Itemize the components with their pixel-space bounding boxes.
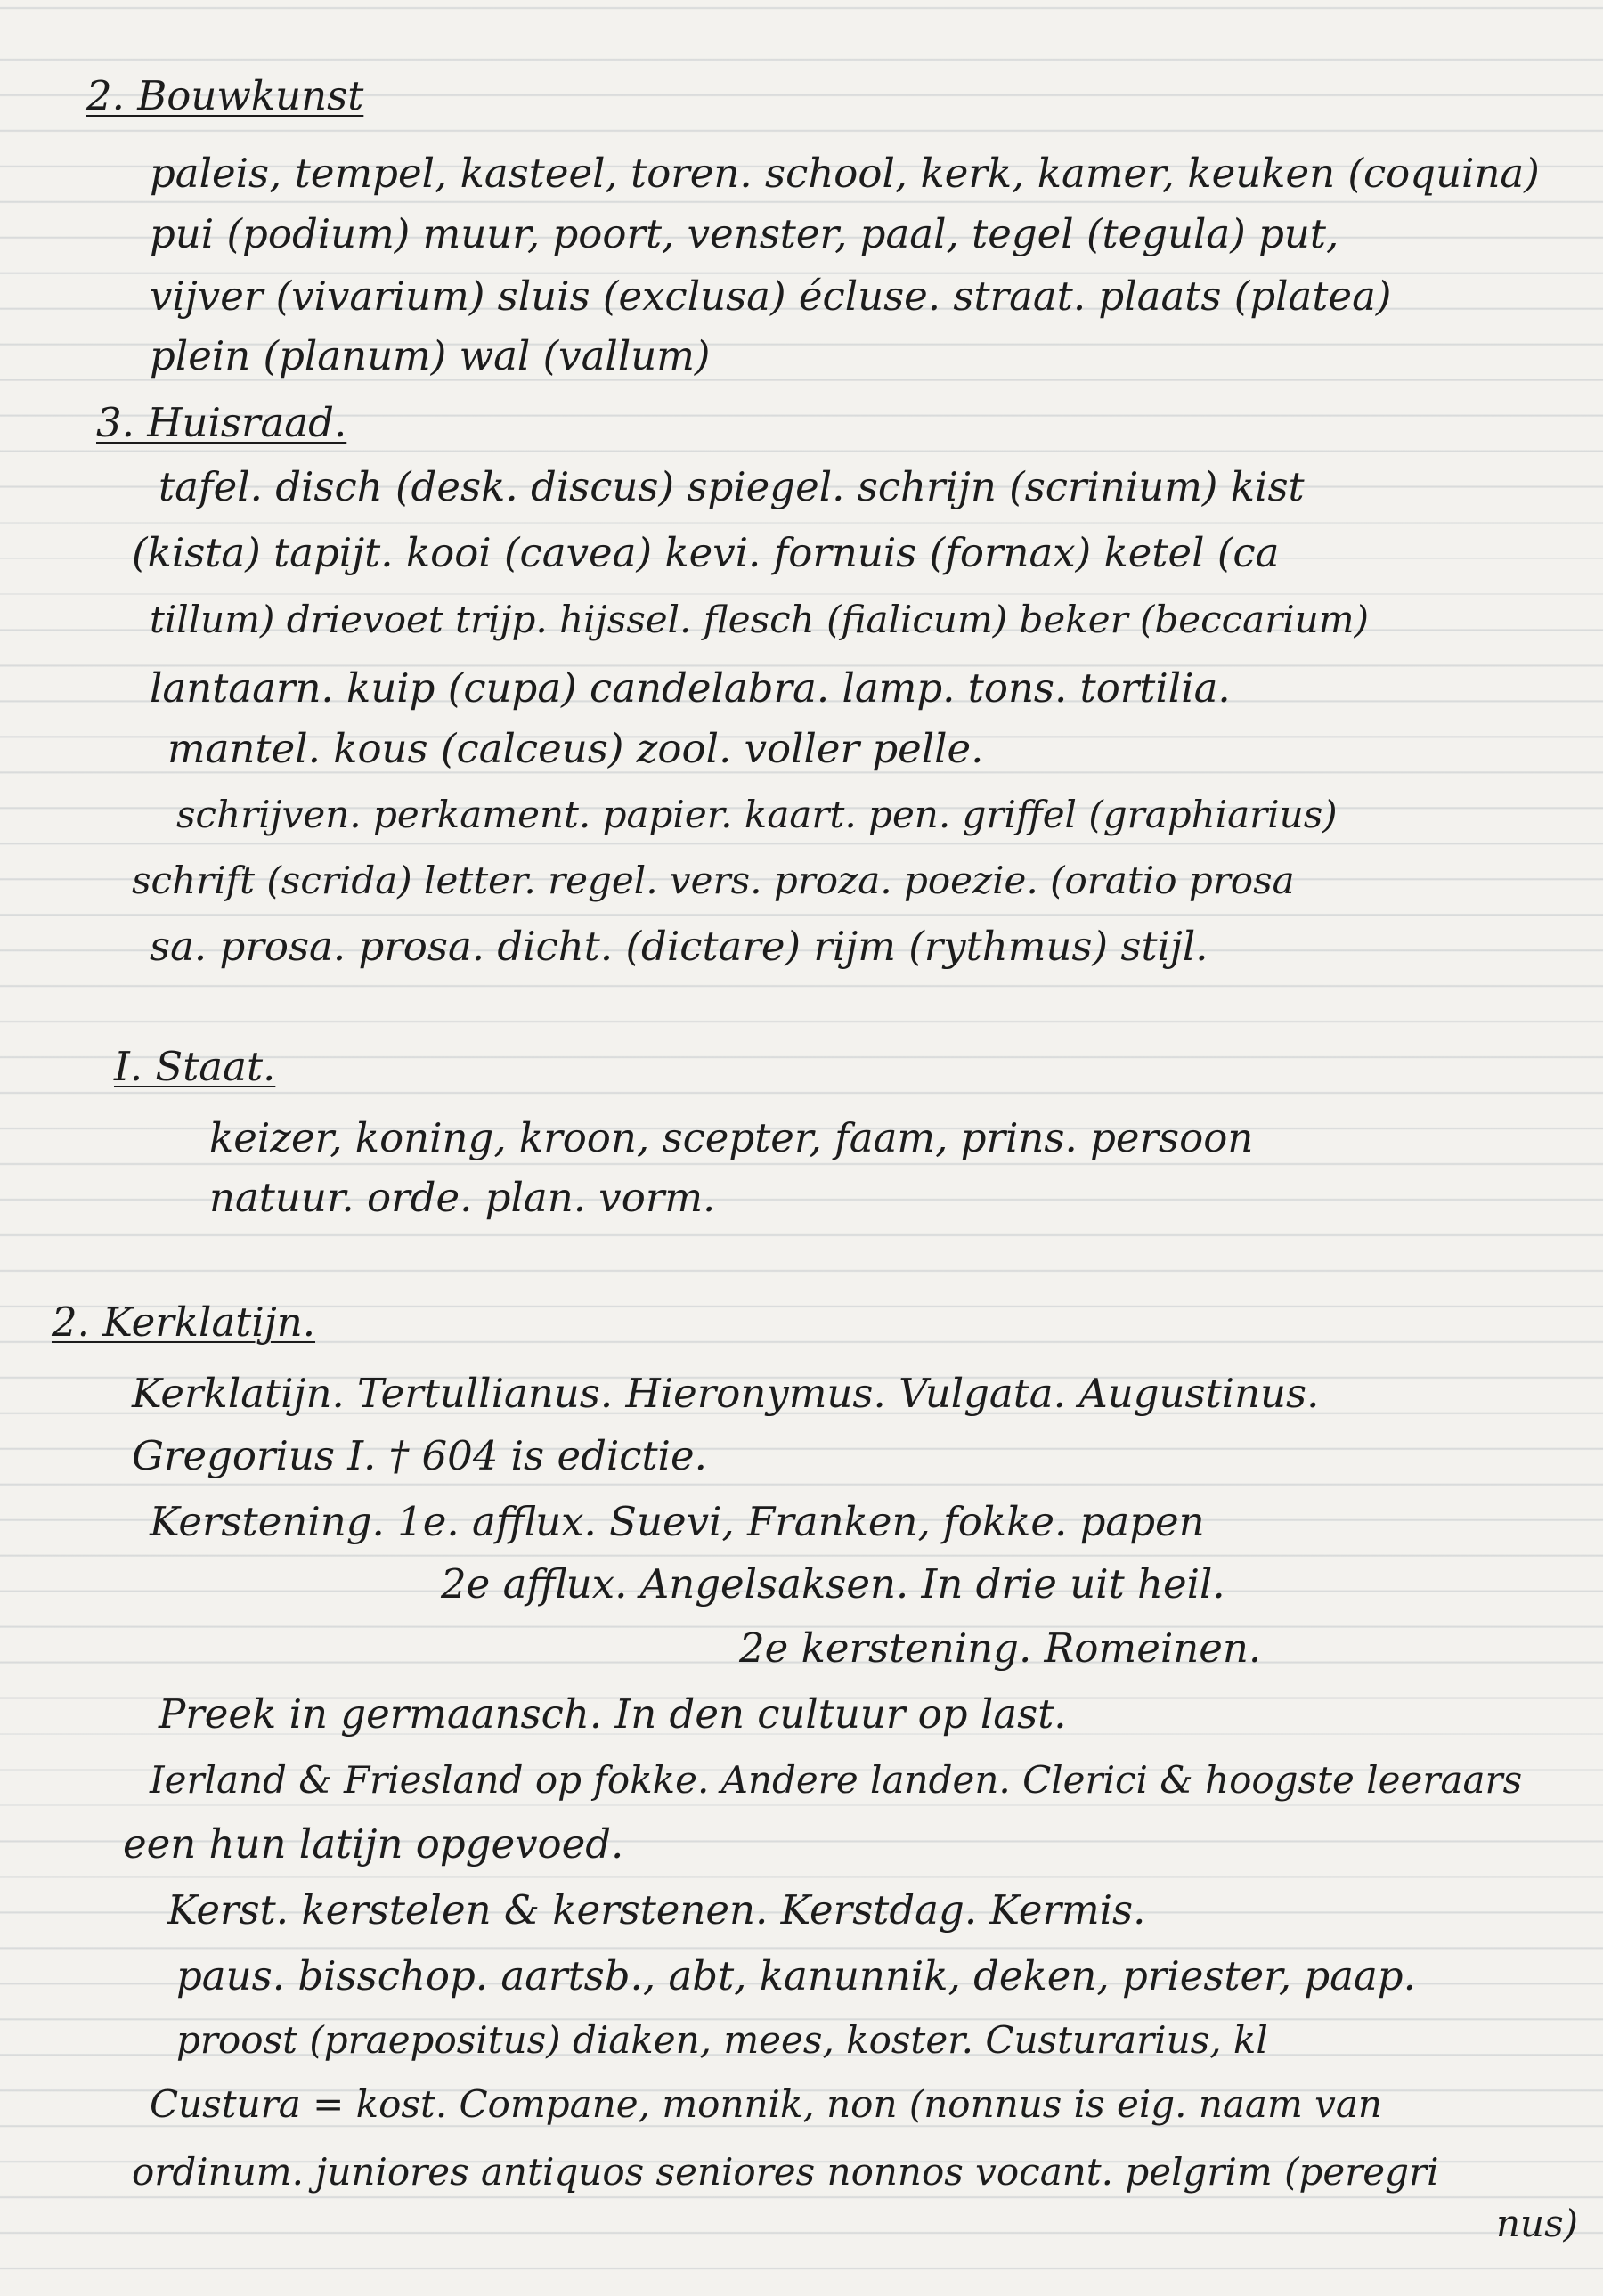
- text-line: keizer, koning, kroon, scepter, faam, prins. persoon: [209, 1114, 1254, 1161]
- text-line: Preek in germaansch. In den cultuur op last.: [159, 1690, 1067, 1738]
- text-line: vijver (vivarium) sluis (exclusa) écluse. straat. plaats (platea): [150, 273, 1392, 320]
- text-line: paleis, tempel, kasteel, toren. school, kerk, kamer, keuken (coquina): [150, 150, 1540, 197]
- text-line: Custura = kost. Compane, monnik, non (nonnus is eig. naam van: [150, 2082, 1382, 2126]
- text-line: schrift (scrida) letter. regel. vers. proza. poezie. (oratio prosa: [132, 859, 1295, 902]
- text-line: Gregorius I. † 604 is edictie.: [132, 1432, 707, 1479]
- text-line: Kerst. kerstelen & kerstenen. Kerstdag. Kermis.: [167, 1886, 1146, 1934]
- text-line: lantaarn. kuip (cupa) candelabra. lamp. tons. tortilia.: [150, 664, 1231, 712]
- section-heading-kerklatijn: 2. Kerklatijn.: [52, 1299, 315, 1346]
- text-line: natuur. orde. plan. vorm.: [209, 1174, 716, 1221]
- section-heading-bouwkunst: 2. Bouwkunst: [86, 72, 364, 119]
- text-line: Kerstening. 1e. afflux. Suevi, Franken, fokke. papen: [150, 1498, 1205, 1545]
- section-heading-staat: I. Staat.: [114, 1043, 276, 1090]
- text-line: (kista) tapijt. kooi (cavea) kevi. fornuis (fornax) ketel (ca: [132, 529, 1280, 576]
- text-line: 2e afflux. Angelsaksen. In drie uit heil.: [441, 1560, 1225, 1608]
- text-line: schrijven. perkament. papier. kaart. pen. griffel (graphiarius): [176, 793, 1338, 836]
- text-line: tafel. disch (desk. discus) spiegel. schrijn (scrinium) kist: [159, 463, 1305, 510]
- text-line: proost (praepositus) diaken, mees, koster. Custurarius, kl: [176, 2018, 1268, 2062]
- text-line: tillum) drievoet trijp. hijssel. flesch (fialicum) beker (beccarium): [150, 598, 1369, 641]
- text-line: een hun latijn opgevoed.: [123, 1820, 624, 1868]
- text-line: mantel. kous (calceus) zool. voller pelle.: [167, 725, 984, 772]
- text-line: paus. bisschop. aartsb., abt, kanunnik, deken, priester, paap.: [176, 1952, 1416, 1999]
- text-line: sa. prosa. prosa. dicht. (dictare) rijm (rythmus) stijl.: [150, 923, 1208, 970]
- text-line: 2e kerstening. Romeinen.: [739, 1624, 1262, 1672]
- text-line: plein (planum) wal (vallum): [150, 332, 711, 379]
- text-line: Kerklatijn. Tertullianus. Hieronymus. Vulgata. Augustinus.: [132, 1370, 1320, 1417]
- text-line: ordinum. juniores antiquos seniores nonnos vocant. pelgrim (peregri: [132, 2150, 1439, 2194]
- text-line: Ierland & Friesland op fokke. Andere landen. Clerici & hoogste leeraars: [150, 1758, 1523, 1802]
- text-line: nus): [1496, 2202, 1579, 2245]
- section-heading-huisraad: 3. Huisraad.: [96, 399, 347, 446]
- text-line: pui (podium) muur, poort, venster, paal, tegel (tegula) put,: [150, 210, 1339, 257]
